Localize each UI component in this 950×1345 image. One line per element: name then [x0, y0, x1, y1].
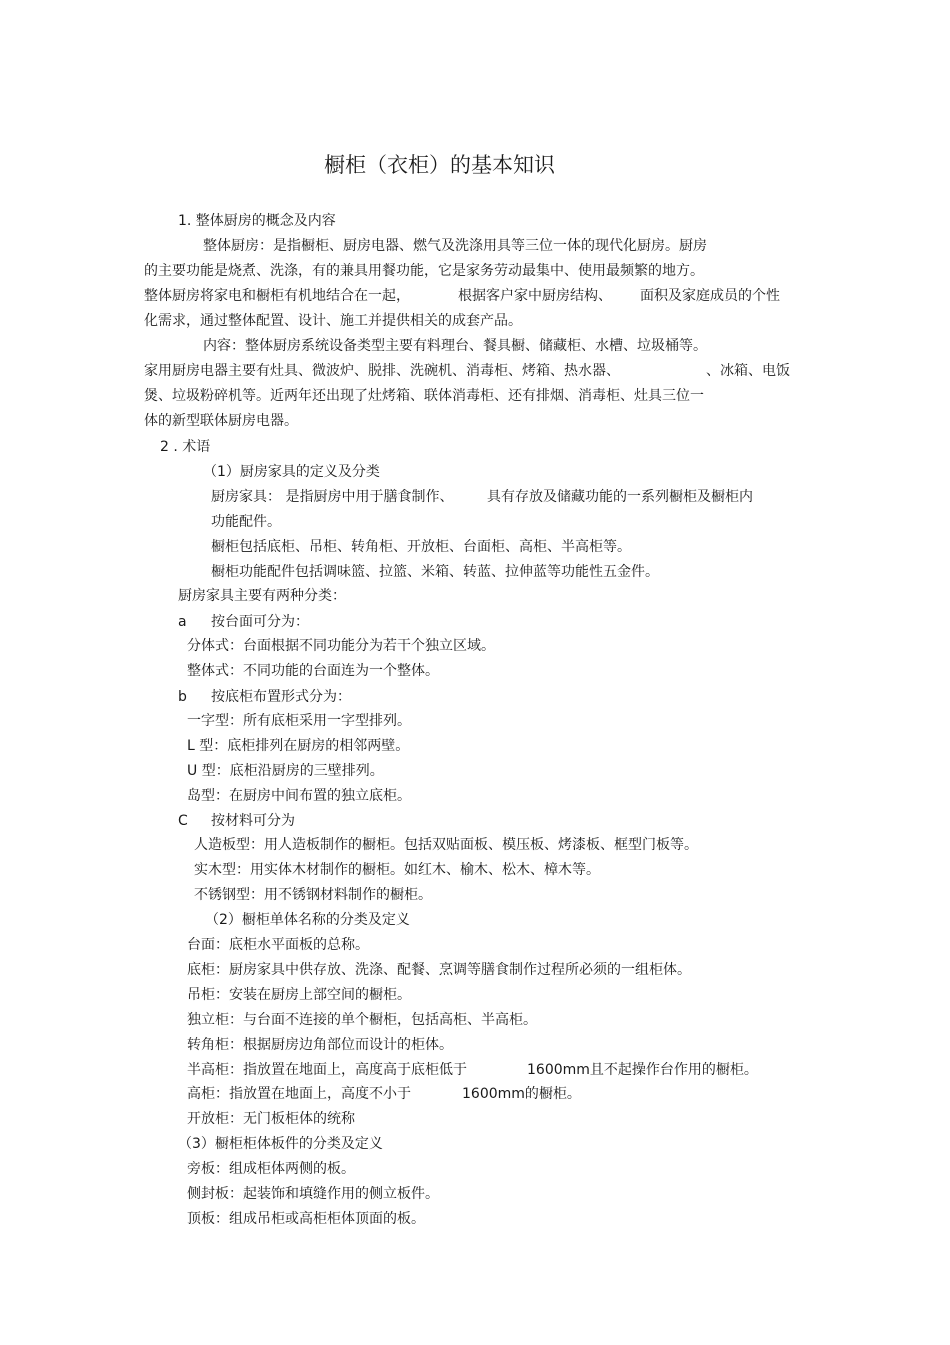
text-line: 转角柜：根据厨房边角部位而设计的柜体。	[187, 1037, 453, 1053]
text-line: 台面：底柜水平面板的总称。	[187, 937, 369, 953]
text-line: 、冰箱、电饭	[706, 363, 790, 379]
text-line: 根据客户家中厨房结构、	[458, 288, 612, 304]
text-line: 侧封板：起装饰和填缝作用的侧立板件。	[187, 1186, 439, 1202]
text-line: 分体式：台面根据不同功能分为若干个独立区域。	[187, 638, 495, 654]
text-line: 按底柜布置形式分为：	[211, 689, 351, 705]
text-line: 半高柜：指放置在地面上，高度高于底柜低于	[187, 1062, 467, 1078]
subheading: （3）橱柜柜体板件的分类及定义	[178, 1136, 383, 1152]
text-line: 化需求，通过整体配置、设计、施工并提供相关的成套产品。	[144, 313, 522, 329]
heading-1: 1. 整体厨房的概念及内容	[178, 213, 336, 229]
text-line: 不锈钢型：用不锈钢材料制作的橱柜。	[194, 887, 432, 903]
text-line: 人造板型：用人造板制作的橱柜。包括双贴面板、模压板、烤漆板、框型门板等。	[194, 837, 698, 853]
heading-2: 2 . 术语	[160, 439, 211, 455]
text-line: 整体式：不同功能的台面连为一个整体。	[187, 663, 439, 679]
text-line: 旁板：组成柜体两侧的板。	[187, 1161, 355, 1177]
text-line: 岛型：在厨房中间布置的独立底柜。	[187, 788, 411, 804]
subheading: （1）厨房家具的定义及分类	[203, 464, 380, 480]
text-line: 体的新型联体厨房电器。	[144, 413, 298, 429]
text-line: 橱柜包括底柜、吊柜、转角柜、开放柜、台面柜、高柜、半高柜等。	[211, 539, 631, 555]
list-marker: C	[178, 813, 188, 829]
text-line: 1600mm的橱柜。	[462, 1086, 581, 1102]
text-line: 功能配件。	[211, 514, 281, 530]
text-line: 实木型：用实体木材制作的橱柜。如红木、榆木、松木、樟木等。	[194, 862, 600, 878]
text-line: 开放柜：无门板柜体的统称	[187, 1111, 355, 1127]
text-line: 整体厨房：是指橱柜、厨房电器、燃气及洗涤用具等三位一体的现代化厨房。厨房	[203, 238, 707, 254]
text-line: 整体厨房将家电和橱柜有机地结合在一起，	[144, 288, 410, 304]
text-line: 一字型：所有底柜采用一字型排列。	[187, 713, 411, 729]
text-line: 吊柜：安装在厨房上部空间的橱柜。	[187, 987, 411, 1003]
text-line: U 型：底柜沿厨房的三壁排列。	[187, 763, 384, 779]
text-line: 的主要功能是烧煮、洗涤，有的兼具用餐功能，它是家务劳动最集中、使用最频繁的地方。	[144, 263, 704, 279]
text-line: 具有存放及储藏功能的一系列橱柜及橱柜内	[487, 489, 753, 505]
text-line: 煲、垃圾粉碎机等。近两年还出现了灶烤箱、联体消毒柜、还有排烟、消毒柜、灶具三位一	[144, 388, 704, 404]
subheading: （2）橱柜单体名称的分类及定义	[205, 912, 410, 928]
text-line: 厨房家具主要有两种分类：	[178, 588, 346, 604]
text-line: 1600mm且不起操作台作用的橱柜。	[527, 1062, 758, 1078]
list-marker: b	[178, 689, 187, 705]
text-line: 橱柜功能配件包括调味篮、拉篮、米箱、转蓝、拉伸蓝等功能性五金件。	[211, 564, 659, 580]
text-line: L 型：底柜排列在厨房的相邻两壁。	[187, 738, 410, 754]
text-line: 家用厨房电器主要有灶具、微波炉、脱排、洗碗机、消毒柜、烤箱、热水器、	[144, 363, 620, 379]
text-line: 按材料可分为	[211, 813, 295, 829]
text-line: 底柜：厨房家具中供存放、洗涤、配餐、烹调等膳食制作过程所必须的一组柜体。	[187, 962, 691, 978]
text-line: 高柜：指放置在地面上，高度不小于	[187, 1086, 411, 1102]
text-line: 厨房家具： 是指厨房中用于膳食制作、	[211, 489, 454, 505]
text-line: 独立柜：与台面不连接的单个橱柜，包括高柜、半高柜。	[187, 1012, 537, 1028]
page-title: 橱柜（衣柜）的基本知识	[324, 153, 555, 177]
text-line: 面积及家庭成员的个性	[640, 288, 780, 304]
text-line: 内容：整体厨房系统设备类型主要有料理台、餐具橱、储藏柜、水槽、垃圾桶等。	[203, 338, 707, 354]
text-line: 顶板：组成吊柜或高柜柜体顶面的板。	[187, 1211, 425, 1227]
list-marker: a	[178, 614, 187, 630]
text-line: 按台面可分为：	[211, 614, 309, 630]
